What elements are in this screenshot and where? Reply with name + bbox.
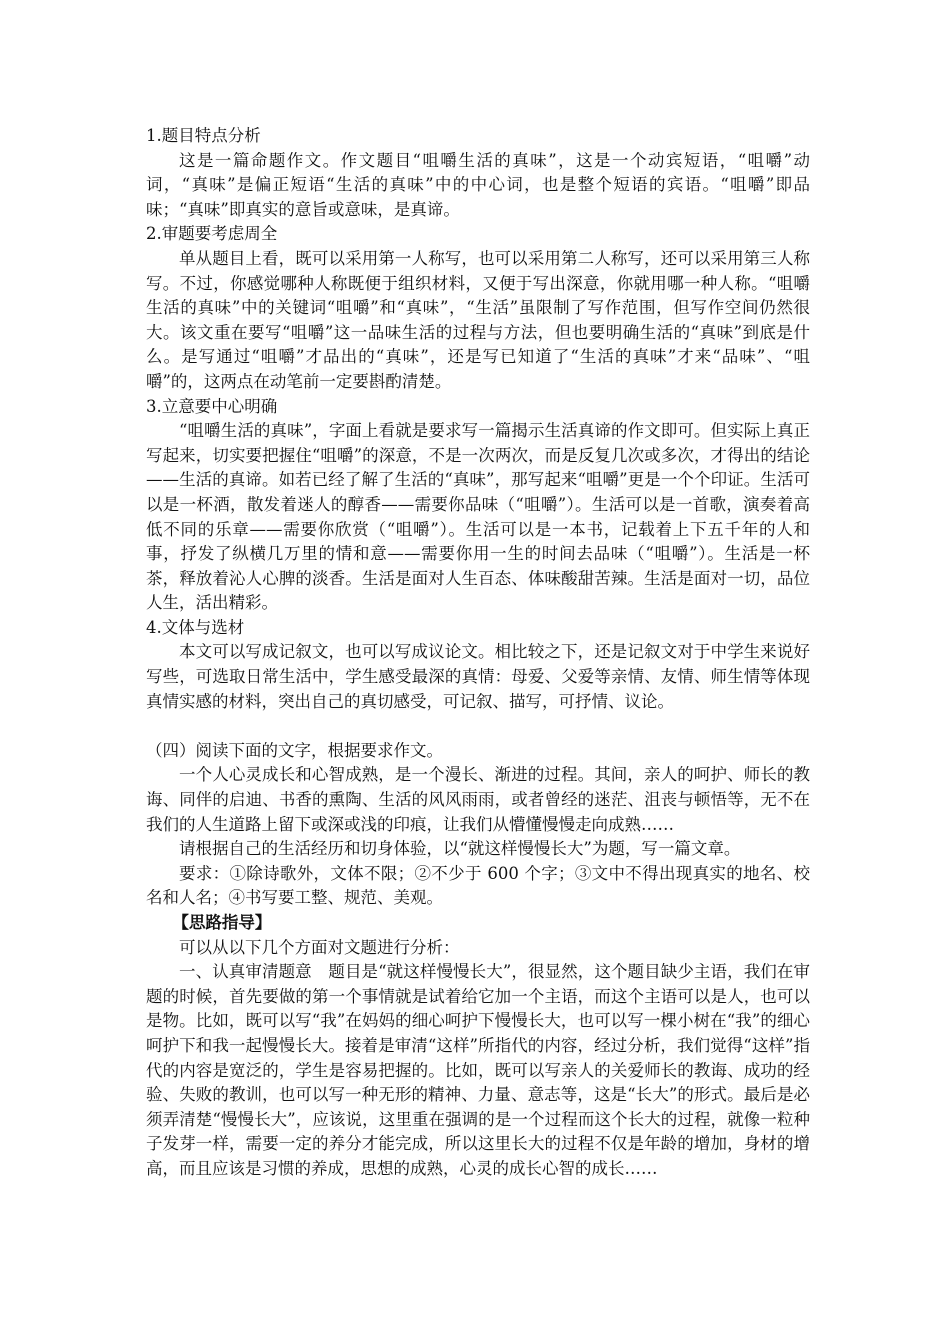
guide-point-1: 一、认真审清题意 题目是“就这样慢慢长大”，很显然，这个题目缺少主语，我们在审题的时候，首先要做的第一个事情就是试着给它加一个主语，而这个主语可以是人，也可以是物。比如，既可以写“我”在妈妈的细心呵护下慢慢长大，也可以写一棵小树在“我”的细心呵护下和我一起慢慢长大。接着是审清“这样”所指代的内容，经过分析，我们觉得“这样”指代的内容是宽泛的，学生是容易把握的。比如，既可以写亲人的关爱师长的教诲、成功的经验、失败的教训，也可以写一种无形的精神、力量、意志等，这是“长大”的形式。最后是必须弄清楚“慢慢长大”，应该说，这里重在强调的是一个过程而这个长大的过程，就像一粒种子发芽一样，需要一定的养分才能完成，所以这里长大的过程不仅是年龄的增加，身材的增高，而且应该是习惯的养成，思想的成熟，心灵的成长心智的成长…… [146,962,810,1178]
section-3-heading: 3.立意要中心明确 [146,396,278,416]
question-4-requirements: 要求：①除诗歌外，文体不限；②不少于 600 个字；③文中不得出现真实的地名、校名和人名；④书写要工整、规范、美观。 [146,863,810,908]
guide-heading: 【思路指导】 [172,913,272,932]
section-3-paragraph: “咀嚼生活的真味”，字面上看就是要求写一篇揭示生活真谛的作文即可。但实际上真正写起来，切实要把握住“咀嚼”的深意，不是一次两次，而是反复几次或多次，才得出的结论——生活的真谛。如若已经了解了生活的“真味”，那写起来“咀嚼”更是一个个印证。生活可以是一杯酒，散发着迷人的醇香——需要你品味（“咀嚼”）。生活可以是一首歌，演奏着高低不同的乐章——需要你欣赏（“咀嚼”）。生活可以是一本书，记载着上下五千年的人和事，抒发了纵横几万里的情和意——需要你用一生的时间去品味（“咀嚼”）。生活是一杯茶，释放着沁人心脾的淡香。生活是面对人生百态、体味酸甜苦辣。生活是面对一切，品位人生，活出精彩。 [146,421,810,613]
section-1-paragraph: 这是一篇命题作文。作文题目“咀嚼生活的真味”，这是一个动宾短语，“咀嚼”动词，“真味”是偏正短语“生活的真味”中的中心词，也是整个短语的宾语。“咀嚼”即品味；“真味”即真实的意旨或意味，是真谛。 [146,150,810,219]
section-4-paragraph: 本文可以写成记叙文，也可以写成议论文。相比较之下，还是记叙文对于中学生来说好写些，可选取日常生活中，学生感受最深的真情：母爱、父爱等亲情、友情、师生情等体现真情实感的材料，突出自己的真切感受，可记叙、描写，可抒情、议论。 [146,642,810,711]
question-4-heading: （四）阅读下面的文字，根据要求作文。 [146,740,443,760]
blank-line [146,714,810,739]
guide-intro: 可以从以下几个方面对文题进行分析： [179,937,460,957]
section-4-heading: 4.文体与选材 [146,617,245,637]
section-1-heading: 1.题目特点分析 [146,126,261,145]
section-2-heading: 2.审题要考虑周全 [146,224,278,244]
document-page [146,124,810,1182]
question-4-instruction: 请根据自己的生活经历和切身体验，以“就这样慢慢长大”为题，写一篇文章。 [179,839,741,859]
section-2-paragraph: 单从题目上看，既可以采用第一人称写，也可以采用第二人称写，还可以采用第三人称写。不过，你感觉哪种人称既便于组织材料，又便于写出深意，你就用哪一种人称。“咀嚼生活的真味”中的关键词“咀嚼”和“真味”，“生活”虽限制了写作范围，但写作空间仍然很大。该文重在要写“咀嚼”这一品味生活的过程与方法，但也要明确生活的“真味”到底是什么。是写通过“咀嚼”才品出的“真味”，还是写已知道了“生活的真味”才来“品味”、“咀嚼”的，这两点在动笔前一定要斟酌清楚。 [146,248,810,391]
question-4-material: 一个人心灵成长和心智成熟，是一个漫长、渐进的过程。其间，亲人的呵护、师长的教诲、同伴的启迪、书香的熏陶、生活的风风雨雨，或者曾经的迷茫、沮丧与顿悟等，无不在我们的人生道路上留下或深或浅的印痕，让我们从懵懂慢慢走向成熟…… [146,765,810,834]
